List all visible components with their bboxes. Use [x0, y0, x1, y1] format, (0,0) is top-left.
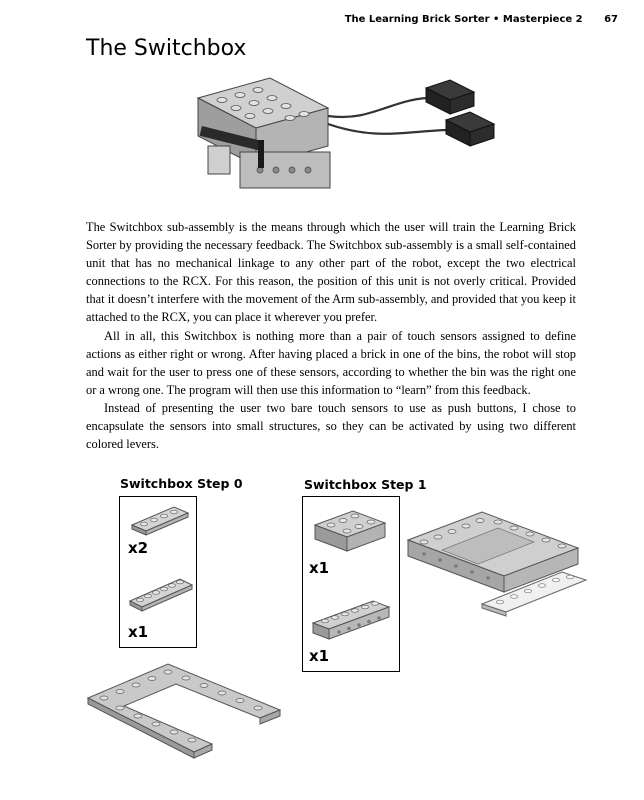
step-0-label: Switchbox Step 0 [120, 476, 243, 491]
touch-sensors [426, 80, 494, 146]
switchbox-body [198, 78, 330, 188]
step-1-assembly-illustration [402, 500, 592, 620]
brick-2x3-illustration [309, 505, 389, 555]
plate-1x4-illustration [128, 503, 192, 539]
body-text [86, 218, 576, 453]
step-0-parts-box [119, 496, 197, 648]
switchbox-assembly-illustration [150, 70, 510, 210]
step-0-assembly-illustration [84, 658, 284, 768]
running-title: The Learning Brick Sorter • Masterpiece 2 [344, 14, 583, 25]
technic-beam-illustration [309, 595, 393, 645]
plate-1x6-illustration [126, 573, 196, 615]
step-0-part-1-qty: x2 [128, 539, 149, 557]
step-0-part-2-qty: x1 [128, 623, 149, 641]
section-title: The Switchbox [86, 36, 247, 61]
paragraph: All in all, this Switchbox is nothing more than a pair of touch sensors assigned to define actions as either right or wrong. After having placed a brick in one of the bins, the robot will stop and wait for the user to press one of these sensors, according to whether the bin was the right one or a wrong one. The program will then use this information to “learn” from this feedback. [86, 328, 576, 397]
step-1-label: Switchbox Step 1 [304, 477, 427, 492]
page-number: 67 [604, 14, 618, 25]
paragraph: The Switchbox sub-assembly is the means through which the user will train the Learning Brick Sorter by providing the necessary feedback. The Switchbox sub-assembly is a small self-contained unit that has no mechanical linkage to any other part of the robot, except the two electrical connections to the RCX. For this reason, the position of this unit is not overly critical. Provided that it doesn’t interfere with the movement of the Arm sub-assembly, and provided that you keep it attached to the RCX, you can place it wherever you prefer. [86, 220, 576, 325]
paragraph: Instead of presenting the user two bare touch sensors to use as push buttons, I chose to encapsulate the sensors into small structures, so they can be activated by using two different colored levers. [86, 400, 576, 452]
step-1-parts-box [302, 496, 400, 672]
running-head [345, 14, 618, 25]
step-1-part-2-qty: x1 [309, 647, 330, 665]
step-1-part-1-qty: x1 [309, 559, 330, 577]
